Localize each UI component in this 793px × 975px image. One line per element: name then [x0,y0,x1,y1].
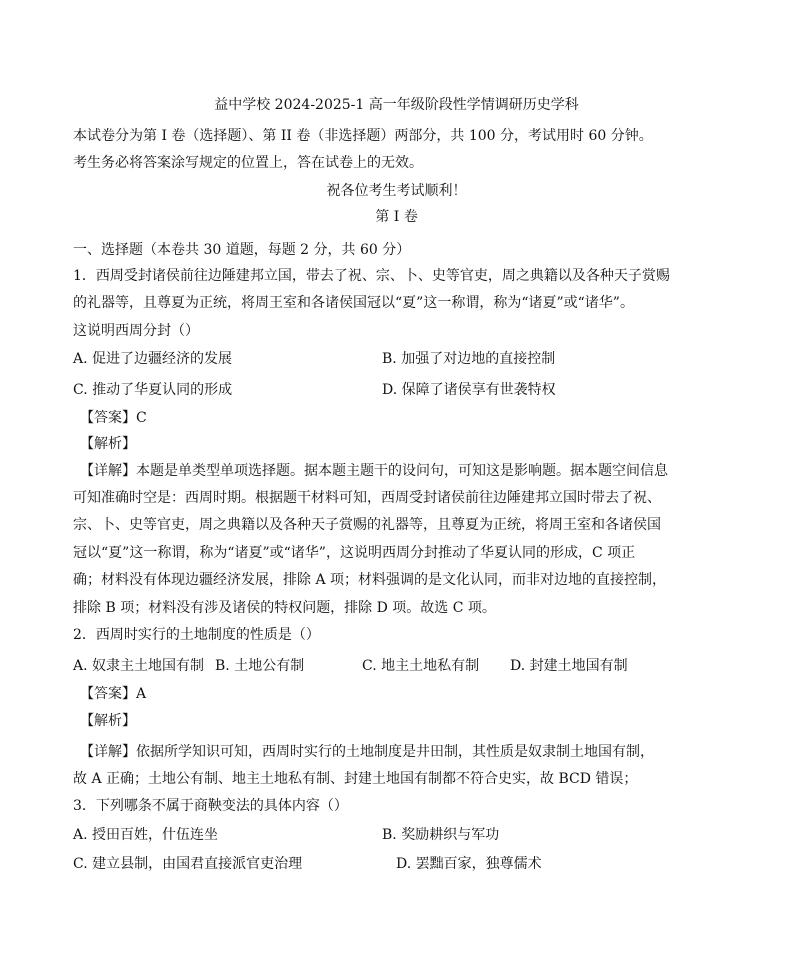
q1-stem-line-1: 1．西周受封诸侯前往边陲建邦立国，带去了祝、宗、卜、史等官吏，周之典籍以及各种天子赏赐 [73,268,670,284]
section-heading: 一、选择题（本卷共 30 道题，每题 2 分，共 60 分） [73,242,411,258]
intro-line-1: 本试卷分为第 I 卷（选择题）、第 II 卷（非选择题）两部分，共 100 分，考试用时 60 分钟。 [73,128,653,144]
q2-stem-line-1: 2．西周时实行的土地制度的性质是（） [73,627,320,643]
q1-analysis-label: 【解析】 [80,436,136,452]
q1-detail-line-5: 确；材料没有体现边疆经济发展，排除 A 项；材料强调的是文化认同，而非对边地的直接控制， [73,572,667,588]
volume-heading: 第 I 卷 [375,209,418,225]
q1-detail-line-3: 宗、卜、史等官吏，周之典籍以及各种天子赏赐的礼器等，且尊夏为正统，将周王室和各诸侯国 [73,517,661,533]
q1-option-c: C. 推动了华夏认同的形成 [73,382,233,398]
wish-line: 祝各位考生考试顺利！ [326,183,467,199]
q2-answer: 【答案】A [80,686,147,702]
q1-detail-line-1: 【详解】本题是单类型单项选择题。据本题主题干的设问句，可知这是影响题。据本题空间信息 [80,463,668,479]
q3-option-b: B. 奖励耕织与军功 [382,827,500,843]
q1-option-a: A. 促进了边疆经济的发展 [73,351,233,367]
intro-line-2: 考生务必将答案涂写规定的位置上，答在试卷上的无效。 [73,155,423,171]
q3-option-d: D. 罢黜百家，独尊儒术 [396,856,542,872]
q1-stem-line-2: 的礼器等，且尊夏为正统，将周王室和各诸侯国冠以“夏”这一称谓，称为“诸夏”或“诸华”。 [73,295,634,311]
q3-option-a: A. 授田百姓，什伍连坐 [73,827,219,843]
q2-option-c: C. 地主土地私有制 [362,658,480,674]
q2-option-b: B. 土地公有制 [215,658,305,674]
q1-stem-line-3: 这说明西周分封（） [73,323,199,339]
q3-option-c: C. 建立县制，由国君直接派官吏治理 [73,856,303,872]
q2-option-d: D. 封建土地国有制 [510,658,628,674]
q2-detail-line-1: 【详解】依据所学知识可知，西周时实行的土地制度是井田制，其性质是奴隶制土地国有制， [80,744,654,760]
q1-detail-line-6: 排除 B 项；材料没有涉及诸侯的特权问题，排除 D 项。故选 C 项。 [73,600,496,616]
q3-stem-line-1: 3．下列哪条不属于商鞅变法的具体内容（） [73,798,348,814]
q1-option-d: D. 保障了诸侯享有世袭特权 [382,382,556,398]
q1-answer: 【答案】C [80,410,147,426]
q1-detail-line-4: 冠以“夏”这一称谓，称为“诸夏”或“诸华”，这说明西周分封推动了华夏认同的形成，C 项正 [73,545,636,561]
q2-detail-line-2: 故 A 正确；土地公有制、地主土地私有制、封建土地国有制都不符合史实，故 BCD 错误； [73,771,638,787]
q1-detail-line-2: 可知准确时空是：西周时期。根据题干材料可知，西周受封诸侯前往边陲建邦立国时带去了祝、 [73,490,661,506]
page-title: 益中学校 2024-2025-1 高一年级阶段性学情调研历史学科 [214,97,579,113]
q2-option-a: A. 奴隶主土地国有制 [73,658,205,674]
q1-option-b: B. 加强了对边地的直接控制 [382,351,556,367]
q2-analysis-label: 【解析】 [80,713,136,729]
